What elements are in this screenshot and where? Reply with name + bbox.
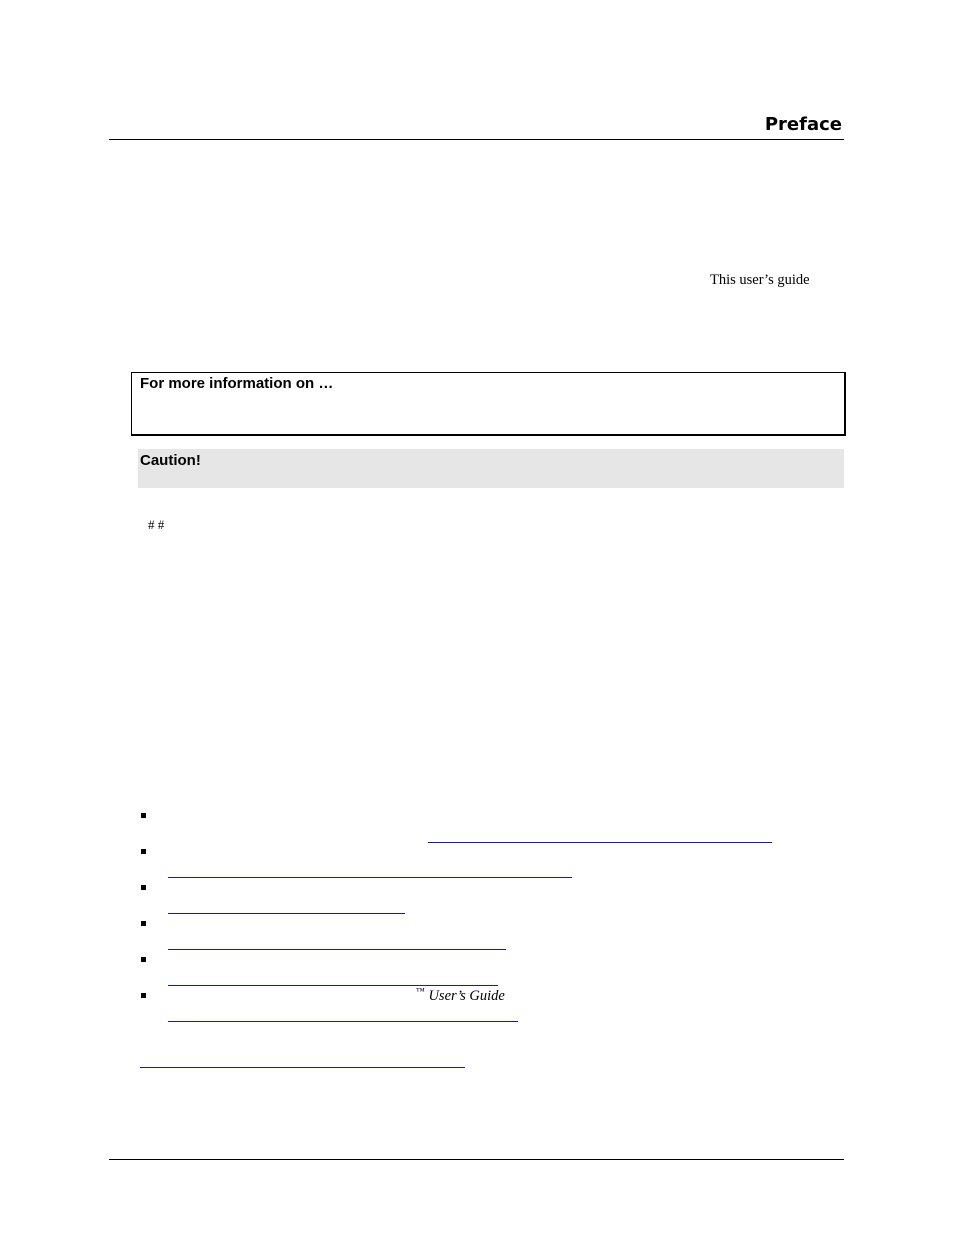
doc-link-2[interactable] — [168, 877, 572, 878]
hash-marks: # # — [148, 517, 165, 532]
trademark-symbol: ™ — [416, 986, 425, 996]
doc-link-1[interactable] — [428, 842, 772, 843]
doc-link-4[interactable] — [168, 949, 506, 950]
guide-suffix: User’s Guide — [428, 988, 505, 1004]
guide-title-fragment — [416, 986, 505, 1005]
bullet-icon — [141, 885, 146, 890]
bullet-icon — [141, 813, 146, 818]
caution-box — [138, 449, 844, 488]
header-rule — [109, 139, 844, 140]
bullet-icon — [141, 957, 146, 962]
doc-link-3[interactable] — [168, 913, 405, 914]
info-box — [131, 372, 846, 436]
intro-text: This user’s guide — [710, 272, 810, 288]
caution-box-title: Caution! — [140, 452, 201, 469]
bullet-icon — [141, 921, 146, 926]
doc-link-6[interactable] — [168, 1021, 518, 1022]
bullet-icon — [141, 849, 146, 854]
page-title: Preface — [764, 114, 842, 135]
footer-rule — [109, 1159, 844, 1160]
website-link[interactable] — [140, 1067, 465, 1068]
info-box-title: For more information on … — [140, 375, 334, 392]
bullet-icon — [141, 993, 146, 998]
